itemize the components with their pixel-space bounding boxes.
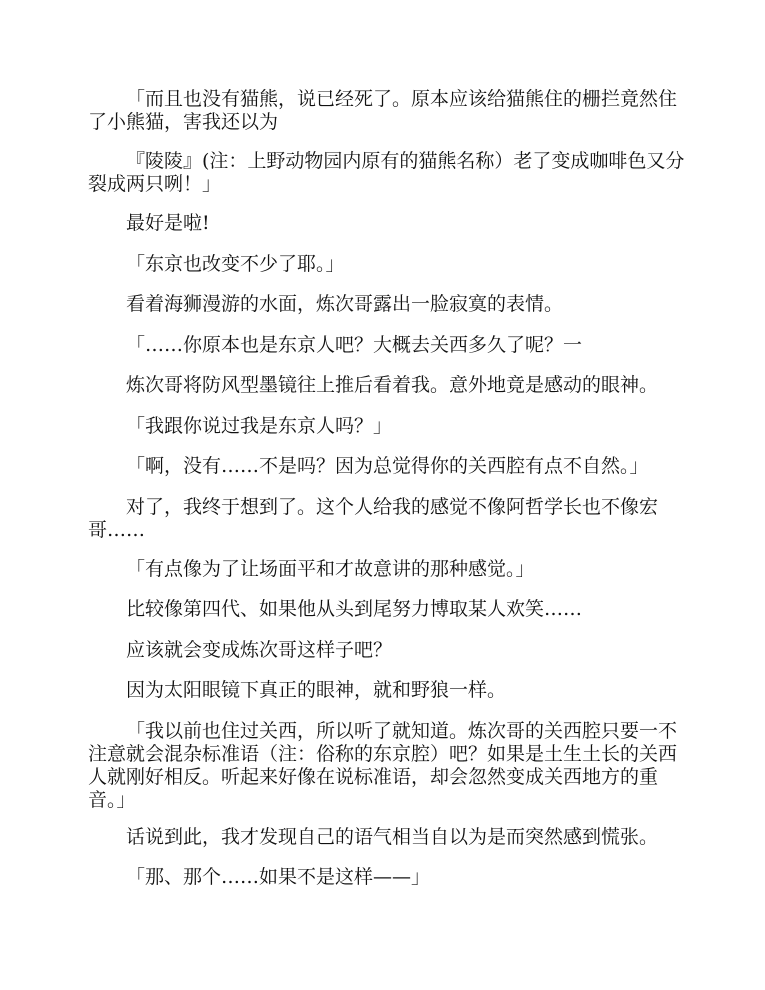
paragraph-2: 『陵陵』(注：上野动物园内原有的猫熊名称）老了变成咖啡色又分裂成两只咧！」 xyxy=(88,150,685,195)
paragraph-10: 对了，我终于想到了。这个人给我的感觉不像阿哲学长也不像宏哥…… xyxy=(88,496,659,541)
paragraph-13: 应该就会变成炼次哥这样子吧？ xyxy=(126,639,393,661)
paragraph-1: 「而且也没有猫熊，说已经死了。原本应该给猫熊住的栅拦竟然住了小熊猫，害我还以为 xyxy=(88,88,678,133)
paragraph-11: 「有点像为了让场面平和才故意讲的那种感觉。」 xyxy=(126,558,535,580)
paragraph-6: 「……你原本也是东京人吧？大概去关西多久了呢？一 xyxy=(126,334,583,356)
paragraph-7: 炼次哥将防风型墨镜往上推后看着我。意外地竟是感动的眼神。 xyxy=(126,374,659,396)
paragraph-4: 「东京也改变不少了耶。」 xyxy=(126,253,345,275)
paragraph-5: 看着海狮漫游的水面，炼次哥露出一脸寂寞的表情。 xyxy=(126,293,564,315)
paragraph-17: 「那、那个……如果不是这样——」 xyxy=(126,866,431,888)
paragraph-8: 「我跟你说过我是东京人吗？」 xyxy=(126,415,393,437)
paragraph-14: 因为太阳眼镜下真正的眼神，就和野狼一样。 xyxy=(126,679,507,701)
paragraph-12: 比较像第四代、如果他从头到尾努力博取某人欢笑…… xyxy=(126,598,583,620)
paragraph-9: 「啊，没有……不是吗？因为总觉得你的关西腔有点不自然。」 xyxy=(126,455,649,477)
paragraph-3: 最好是啦! xyxy=(126,212,210,234)
paragraph-16: 话说到此，我才发现自己的语气相当自以为是而突然感到慌张。 xyxy=(126,826,659,848)
paragraph-15: 「我以前也住过关西，所以听了就知道。炼次哥的关西腔只要一不注意就会混杂标准语（注：俗称的东京腔）吧？如果是土生土长的关西人就刚好相反。听起来好像在说标准语，却会忽然变成关西地方的重音。」 xyxy=(88,720,678,811)
